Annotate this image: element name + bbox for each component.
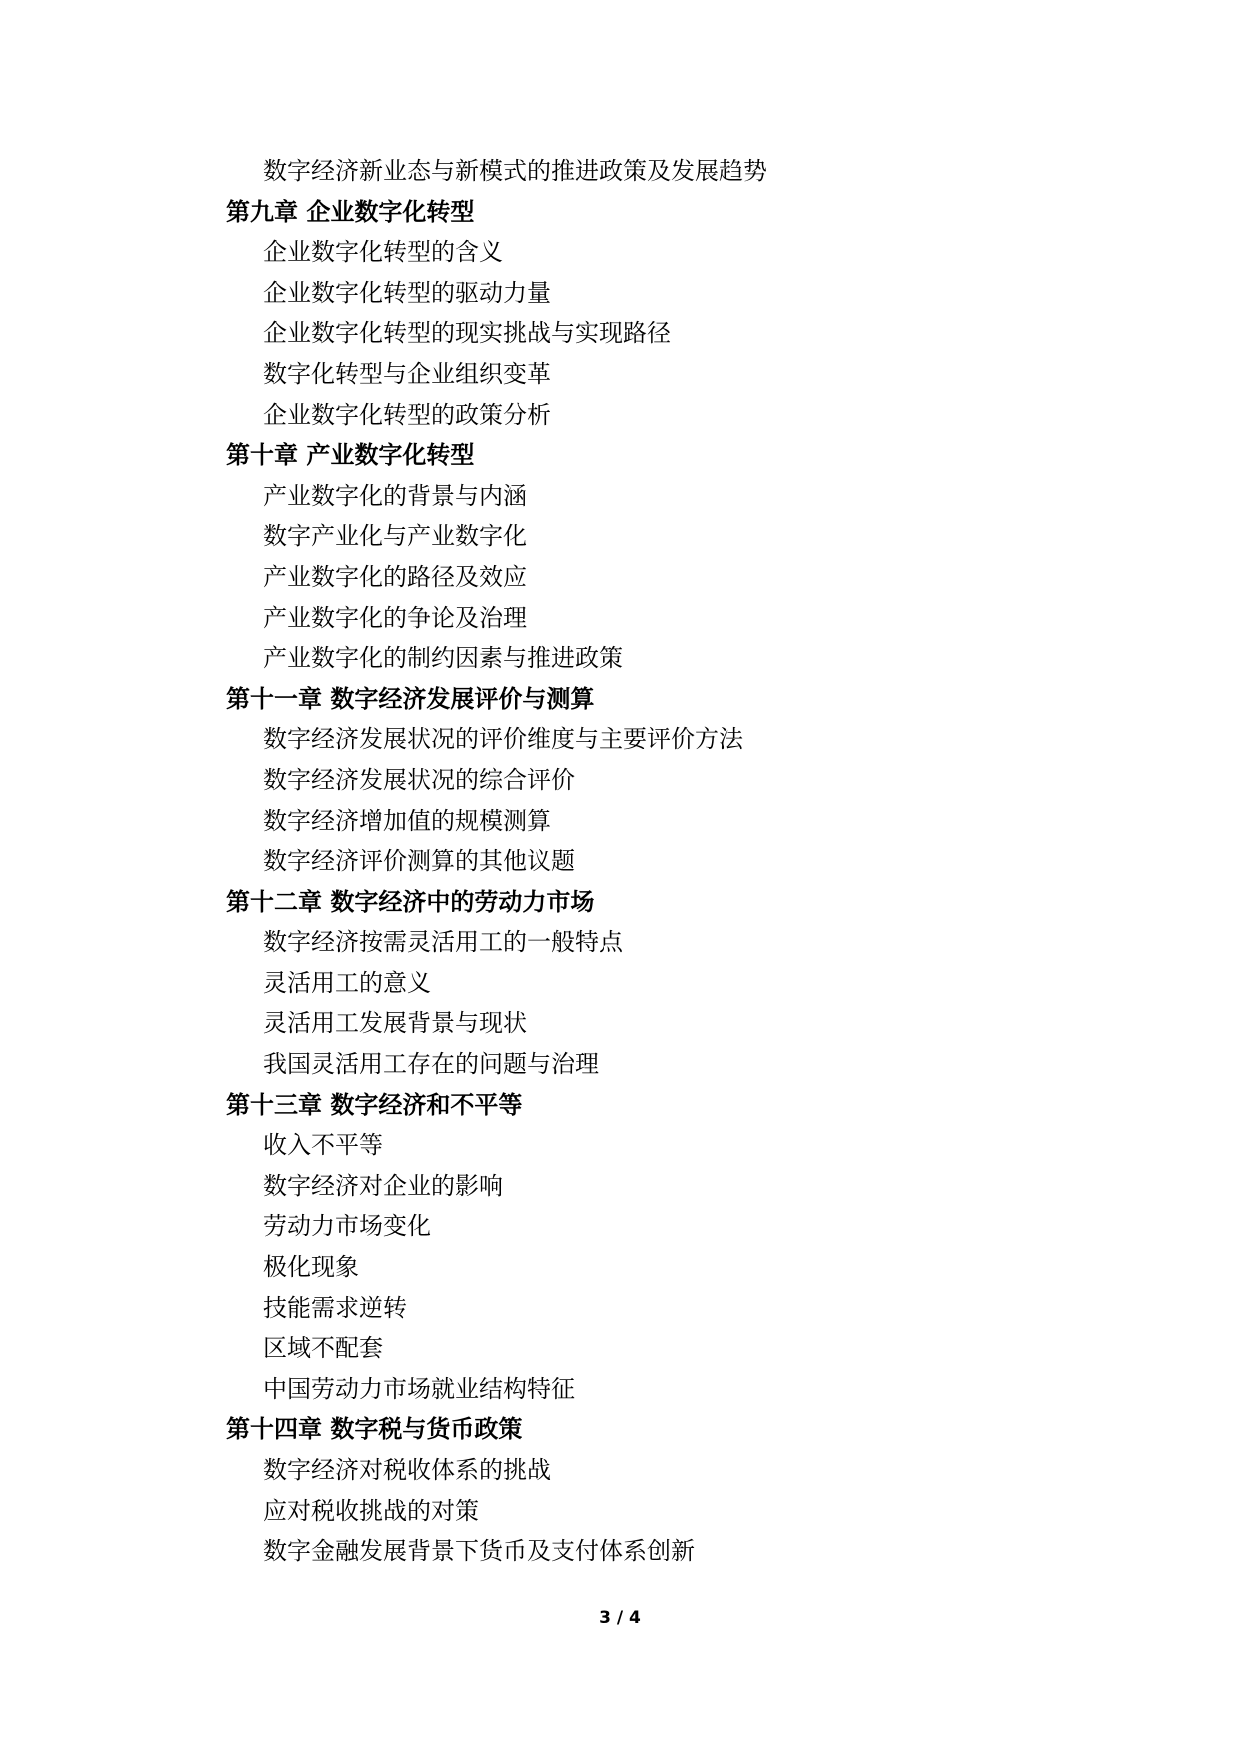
section-item: 极化现象	[263, 1253, 359, 1282]
section-item: 数字经济新业态与新模式的推进政策及发展趋势	[263, 157, 767, 185]
section-item: 劳动力市场变化	[263, 1212, 431, 1241]
section-item: 企业数字化转型的含义	[263, 238, 503, 267]
section-item: 灵活用工的意义	[263, 968, 431, 997]
chapter-heading: 第九章 企业数字化转型	[226, 197, 475, 226]
section-item: 产业数字化的路径及效应	[263, 562, 527, 591]
section-item: 应对税收挑战的对策	[263, 1496, 479, 1525]
chapter-heading: 第十一章 数字经济发展评价与测算	[226, 684, 595, 713]
section-item: 数字经济发展状况的评价维度与主要评价方法	[263, 725, 743, 754]
section-item: 企业数字化转型的政策分析	[263, 400, 551, 429]
section-item: 数字经济按需灵活用工的一般特点	[263, 928, 623, 957]
section-item: 数字经济对企业的影响	[263, 1171, 503, 1200]
section-item: 数字化转型与企业组织变革	[263, 359, 551, 388]
chapter-heading: 第十章 产业数字化转型	[226, 441, 475, 470]
section-item: 灵活用工发展背景与现状	[263, 1009, 527, 1038]
chapter-heading: 第十四章 数字税与货币政策	[226, 1415, 523, 1444]
page-number: 3 / 4	[599, 1608, 641, 1628]
section-item: 数字金融发展背景下货币及支付体系创新	[263, 1537, 695, 1566]
section-item: 数字经济发展状况的综合评价	[263, 765, 575, 794]
chapter-heading: 第十三章 数字经济和不平等	[226, 1090, 523, 1119]
section-item: 产业数字化的制约因素与推进政策	[263, 644, 623, 673]
section-item: 技能需求逆转	[263, 1293, 407, 1322]
section-item: 数字经济增加值的规模测算	[263, 806, 551, 835]
chapter-heading: 第十二章 数字经济中的劳动力市场	[226, 887, 595, 916]
section-item: 区域不配套	[263, 1334, 383, 1363]
section-item: 我国灵活用工存在的问题与治理	[263, 1050, 599, 1079]
section-item: 企业数字化转型的驱动力量	[263, 278, 551, 307]
table-of-contents	[226, 151, 1126, 1572]
section-item: 产业数字化的争论及治理	[263, 603, 527, 632]
section-item: 企业数字化转型的现实挑战与实现路径	[263, 319, 671, 348]
section-item: 中国劳动力市场就业结构特征	[263, 1374, 575, 1403]
section-item: 数字经济对税收体系的挑战	[263, 1456, 551, 1484]
section-item: 产业数字化的背景与内涵	[263, 481, 527, 510]
section-item: 数字经济评价测算的其他议题	[263, 847, 575, 876]
section-item: 数字产业化与产业数字化	[263, 522, 527, 551]
section-item: 收入不平等	[263, 1131, 383, 1160]
